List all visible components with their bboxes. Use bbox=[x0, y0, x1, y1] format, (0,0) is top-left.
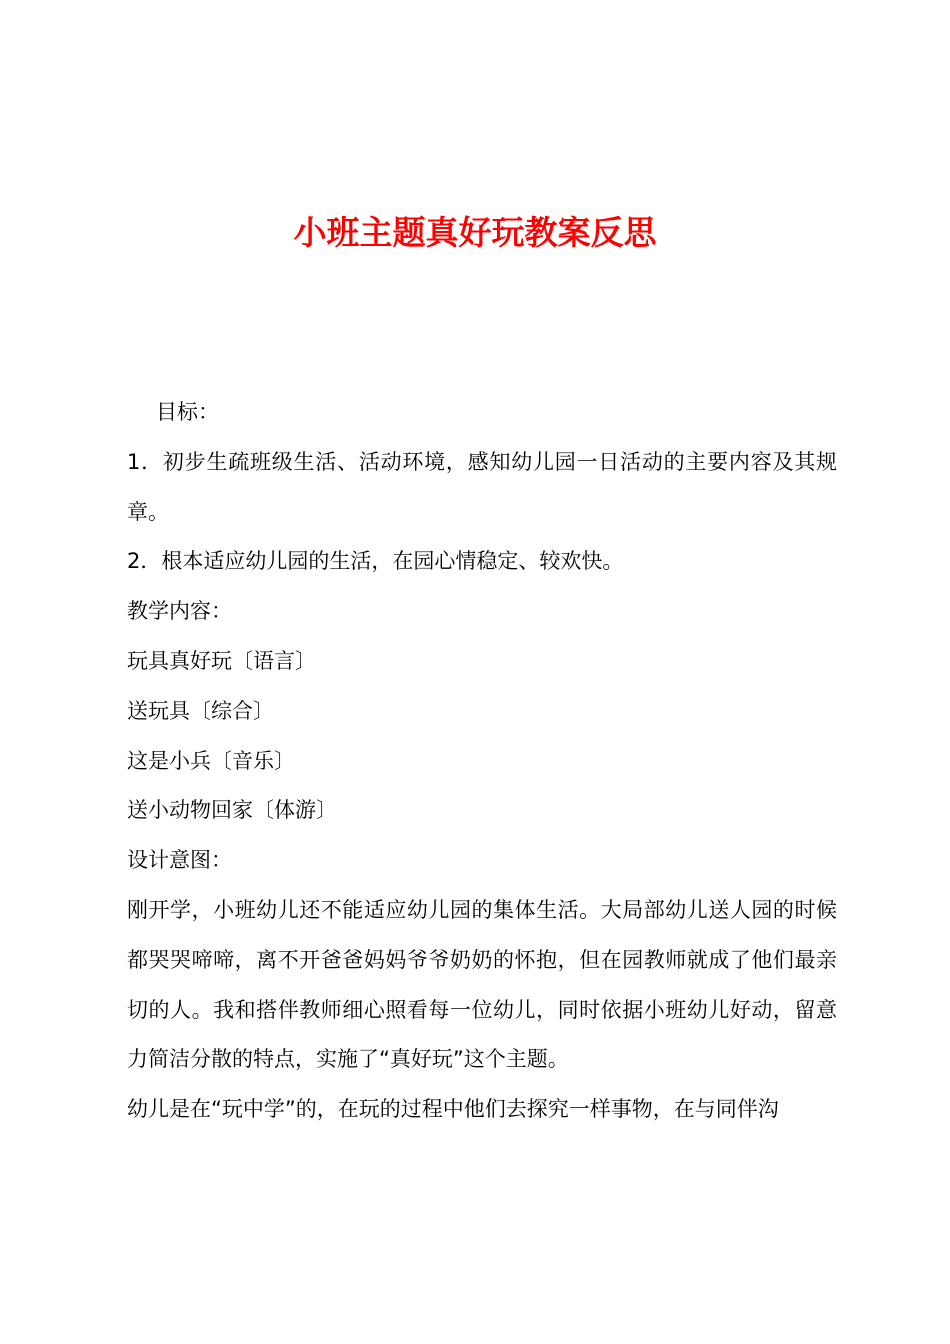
paragraph-goals-heading: 目标： bbox=[156, 400, 219, 424]
paragraph-continuation: 幼儿是在“玩中学”的，在玩的过程中他们去探究一样事物，在与同伴沟 bbox=[127, 1097, 779, 1122]
paragraph-content-item-4: 送小动物回家〔体游〕 bbox=[127, 798, 337, 823]
paragraph-design-heading: 设计意图： bbox=[127, 848, 232, 873]
paragraph-content-heading: 教学内容： bbox=[127, 599, 232, 624]
paragraph-content-item-1: 玩具真好玩〔语言〕 bbox=[127, 648, 316, 673]
document-body bbox=[127, 388, 837, 1135]
paragraph-goal-1: 1．初步生疏班级生活、活动环境，感知幼儿园一日活动的主要内容及其规章。 bbox=[127, 449, 837, 524]
document-title: 小班主题真好玩教案反思 bbox=[293, 213, 657, 252]
paragraph-content-item-2: 送玩具〔综合〕 bbox=[127, 698, 274, 723]
paragraph-content-item-3: 这是小兵〔音乐〕 bbox=[127, 748, 295, 773]
paragraph-design-body: 刚开学，小班幼儿还不能适应幼儿园的集体生活。大局部幼儿送人园的时候都哭哭啼啼，离不开爸爸妈妈爷爷奶奶的怀抱，但在园教师就成了他们最亲切的人。我和搭伴教师细心照看每一位幼儿，同时依据小班幼儿好动，留意力简洁分散的特点，实施了“真好玩”这个主题。 bbox=[127, 897, 837, 1072]
paragraph-goal-2: 2．根本适应幼儿园的生活，在园心情稳定、较欢快。 bbox=[127, 549, 624, 574]
